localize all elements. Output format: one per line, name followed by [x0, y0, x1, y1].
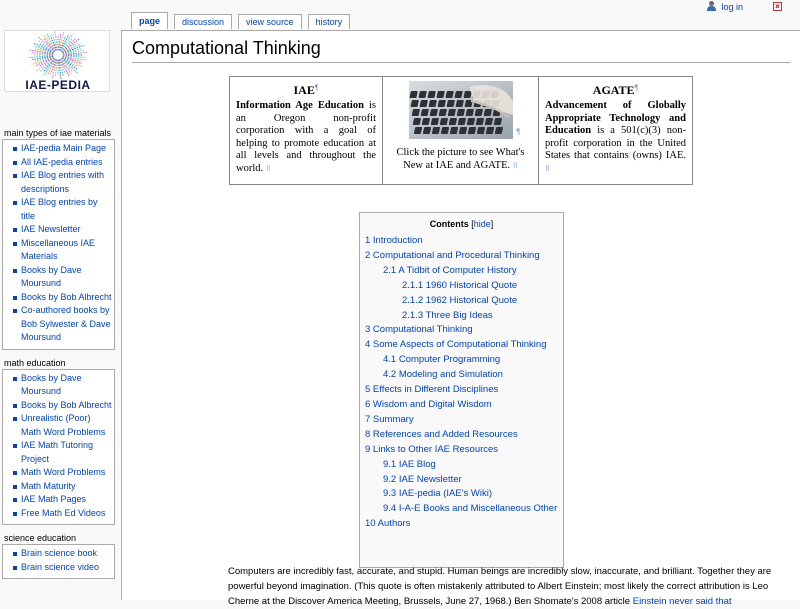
toc-item[interactable]: 7 Summary: [365, 413, 414, 425]
edit-marker-icon: ⠿: [512, 161, 518, 170]
page-tabs: [131, 14, 350, 29]
content-area: [121, 30, 800, 607]
toc-hide-link[interactable]: hide: [473, 219, 491, 229]
toc-item[interactable]: 9.3 IAE-pedia (IAE's Wiki): [383, 488, 492, 500]
tab-discussion[interactable]: discussion: [174, 14, 232, 29]
info-cell-iae: [230, 77, 383, 184]
body-text: Computers are incredibly fast, accurate, and stupid. Human beings are incredibly slow, inaccurate, and brilliant. Together they are powerful beyond imagination. (This quote is often mistakenly attributed to Albert Einstein; most likely the correct attribution is Leo Cherne at the Discover America Meeting, Brussels, June 27, 1968.) Ben Shomate's 2008 article: [228, 566, 772, 607]
toc-item[interactable]: 5 Effects in Different Disciplines: [365, 384, 499, 396]
toc-item[interactable]: 4 Some Aspects of Computational Thinking: [365, 339, 547, 351]
sidebar-section-math-education: [0, 356, 117, 526]
toc-item[interactable]: 9.1 IAE Blog: [383, 458, 436, 470]
toc-item[interactable]: 3 Computational Thinking: [365, 324, 473, 336]
sidebar-item[interactable]: Books by Bob Albrecht: [9, 291, 112, 305]
tab-view-source[interactable]: view source: [238, 14, 302, 29]
sidebar-item[interactable]: All IAE-pedia entries: [9, 156, 112, 170]
heading-divider: [132, 62, 790, 63]
sidebar-section-main-types: [0, 126, 117, 350]
user-icon: [707, 1, 716, 12]
toc-title: Contents: [429, 219, 469, 229]
sidebar-item[interactable]: Unrealistic (Poor) Math Word Problems: [9, 412, 112, 439]
sidebar: [0, 126, 117, 579]
toc-item[interactable]: 10 Authors: [365, 518, 411, 530]
tab-page[interactable]: page: [131, 12, 168, 29]
sidebar-item[interactable]: Brain science book: [9, 547, 112, 561]
keyboard-photo-icon[interactable]: [409, 81, 513, 139]
sidebar-item[interactable]: IAE Math Pages: [9, 493, 112, 507]
sidebar-list: [9, 372, 112, 521]
toc-list: [365, 234, 558, 532]
sidebar-item[interactable]: Math Word Problems: [9, 466, 112, 480]
sidebar-item[interactable]: Brain science video: [9, 561, 112, 575]
toc-item[interactable]: 1 Introduction: [365, 235, 423, 246]
iae-bold-name: Information Age Education: [236, 100, 364, 111]
edit-marker-icon: ⠿: [545, 164, 551, 173]
sidebar-item[interactable]: IAE Blog entries by title: [9, 196, 112, 223]
iae-text: is an Oregon non-profit corporation with a goal of helping to promote education at all levels and throughout the world.: [236, 100, 376, 174]
iae-description: [236, 100, 376, 175]
picture-caption: [389, 147, 532, 172]
info-cell-agate: [539, 77, 692, 184]
toc-item[interactable]: 4.1 Computer Programming: [383, 354, 501, 366]
body-paragraph: [228, 564, 793, 609]
sidebar-item[interactable]: IAE Newsletter: [9, 223, 112, 237]
sidebar-item[interactable]: Co-authored books by Bob Sylwester & Dave Moursund: [9, 304, 112, 345]
pilcrow-icon: ¶: [314, 83, 319, 92]
sidebar-section-title: main types of iae materials: [4, 128, 112, 138]
sidebar-section-title: science education: [4, 533, 77, 543]
login-label[interactable]: log in: [721, 1, 743, 12]
sidebar-list: [9, 547, 112, 574]
pilcrow-icon: ¶: [634, 83, 639, 92]
toc-item[interactable]: 2.1.2 1962 Historical Quote: [402, 294, 518, 306]
info-cell-picture[interactable]: [383, 77, 539, 184]
page-title: Computational Thinking: [132, 38, 321, 58]
sidebar-item[interactable]: Free Math Ed Videos: [9, 507, 112, 521]
sidebar-item[interactable]: Books by Dave Moursund: [9, 372, 112, 399]
toc-item[interactable]: 6 Wisdom and Digital Wisdom: [365, 398, 492, 410]
sidebar-item[interactable]: IAE-pedia Main Page: [9, 142, 112, 156]
tab-history[interactable]: history: [308, 14, 351, 29]
toc-header: Contents [hide]: [429, 219, 494, 229]
toc-item[interactable]: 9 Links to Other IAE Resources: [365, 443, 499, 455]
login-link[interactable]: [707, 1, 743, 12]
close-icon[interactable]: ×: [773, 2, 782, 11]
sidebar-item[interactable]: Math Maturity: [9, 480, 112, 494]
pilcrow-icon: ¶: [516, 127, 520, 136]
info-table: [229, 76, 693, 185]
logo-burst-icon: [5, 31, 111, 79]
toc-item[interactable]: 2 Computational and Procedural Thinking: [365, 249, 540, 261]
personal-tools: [707, 1, 782, 12]
edit-marker-icon: ⠿: [265, 164, 271, 173]
toc-item[interactable]: 2.1.1 1960 Historical Quote: [402, 279, 518, 291]
sidebar-item[interactable]: Miscellaneous IAE Materials: [9, 237, 112, 264]
toc-item[interactable]: 8 References and Added Resources: [365, 428, 518, 440]
table-of-contents: [359, 212, 564, 568]
body-link[interactable]: Einstein never said that: [630, 596, 732, 607]
sidebar-list: [9, 142, 112, 345]
toc-item[interactable]: 9.2 IAE Newsletter: [383, 473, 462, 485]
toc-item[interactable]: 9.4 I-A-E Books and Miscellaneous Other: [383, 503, 558, 515]
iae-title[interactable]: IAE: [293, 83, 315, 97]
agate-title[interactable]: AGATE: [592, 83, 635, 97]
toc-item[interactable]: 4.2 Modeling and Simulation: [383, 369, 503, 381]
sidebar-section-title: math education: [4, 357, 66, 368]
sidebar-item[interactable]: IAE Blog entries with descriptions: [9, 169, 112, 196]
agate-description: [545, 100, 686, 175]
logo-text: IAE-PEDIA: [25, 78, 91, 92]
sidebar-section-science-education: [0, 531, 117, 579]
agate-bold-name: Advancement of Globally Appropriate Technology and Education: [545, 100, 686, 136]
site-logo[interactable]: [4, 30, 110, 92]
toc-item[interactable]: 2.1.3 Three Big Ideas: [402, 309, 493, 321]
sidebar-item[interactable]: Books by Dave Moursund: [9, 264, 112, 291]
sidebar-item[interactable]: Books by Bob Albrecht: [9, 399, 112, 413]
picture-caption-text: Click the picture to see What's New at IAE and AGATE.: [396, 147, 525, 171]
toc-item[interactable]: 2.1 A Tidbit of Computer History: [383, 264, 517, 276]
agate-text: is a 501(c)(3) non-profit corporation in the United States that contains (owns) IAE.: [545, 125, 686, 161]
sidebar-item[interactable]: IAE Math Tutoring Project: [9, 439, 112, 466]
